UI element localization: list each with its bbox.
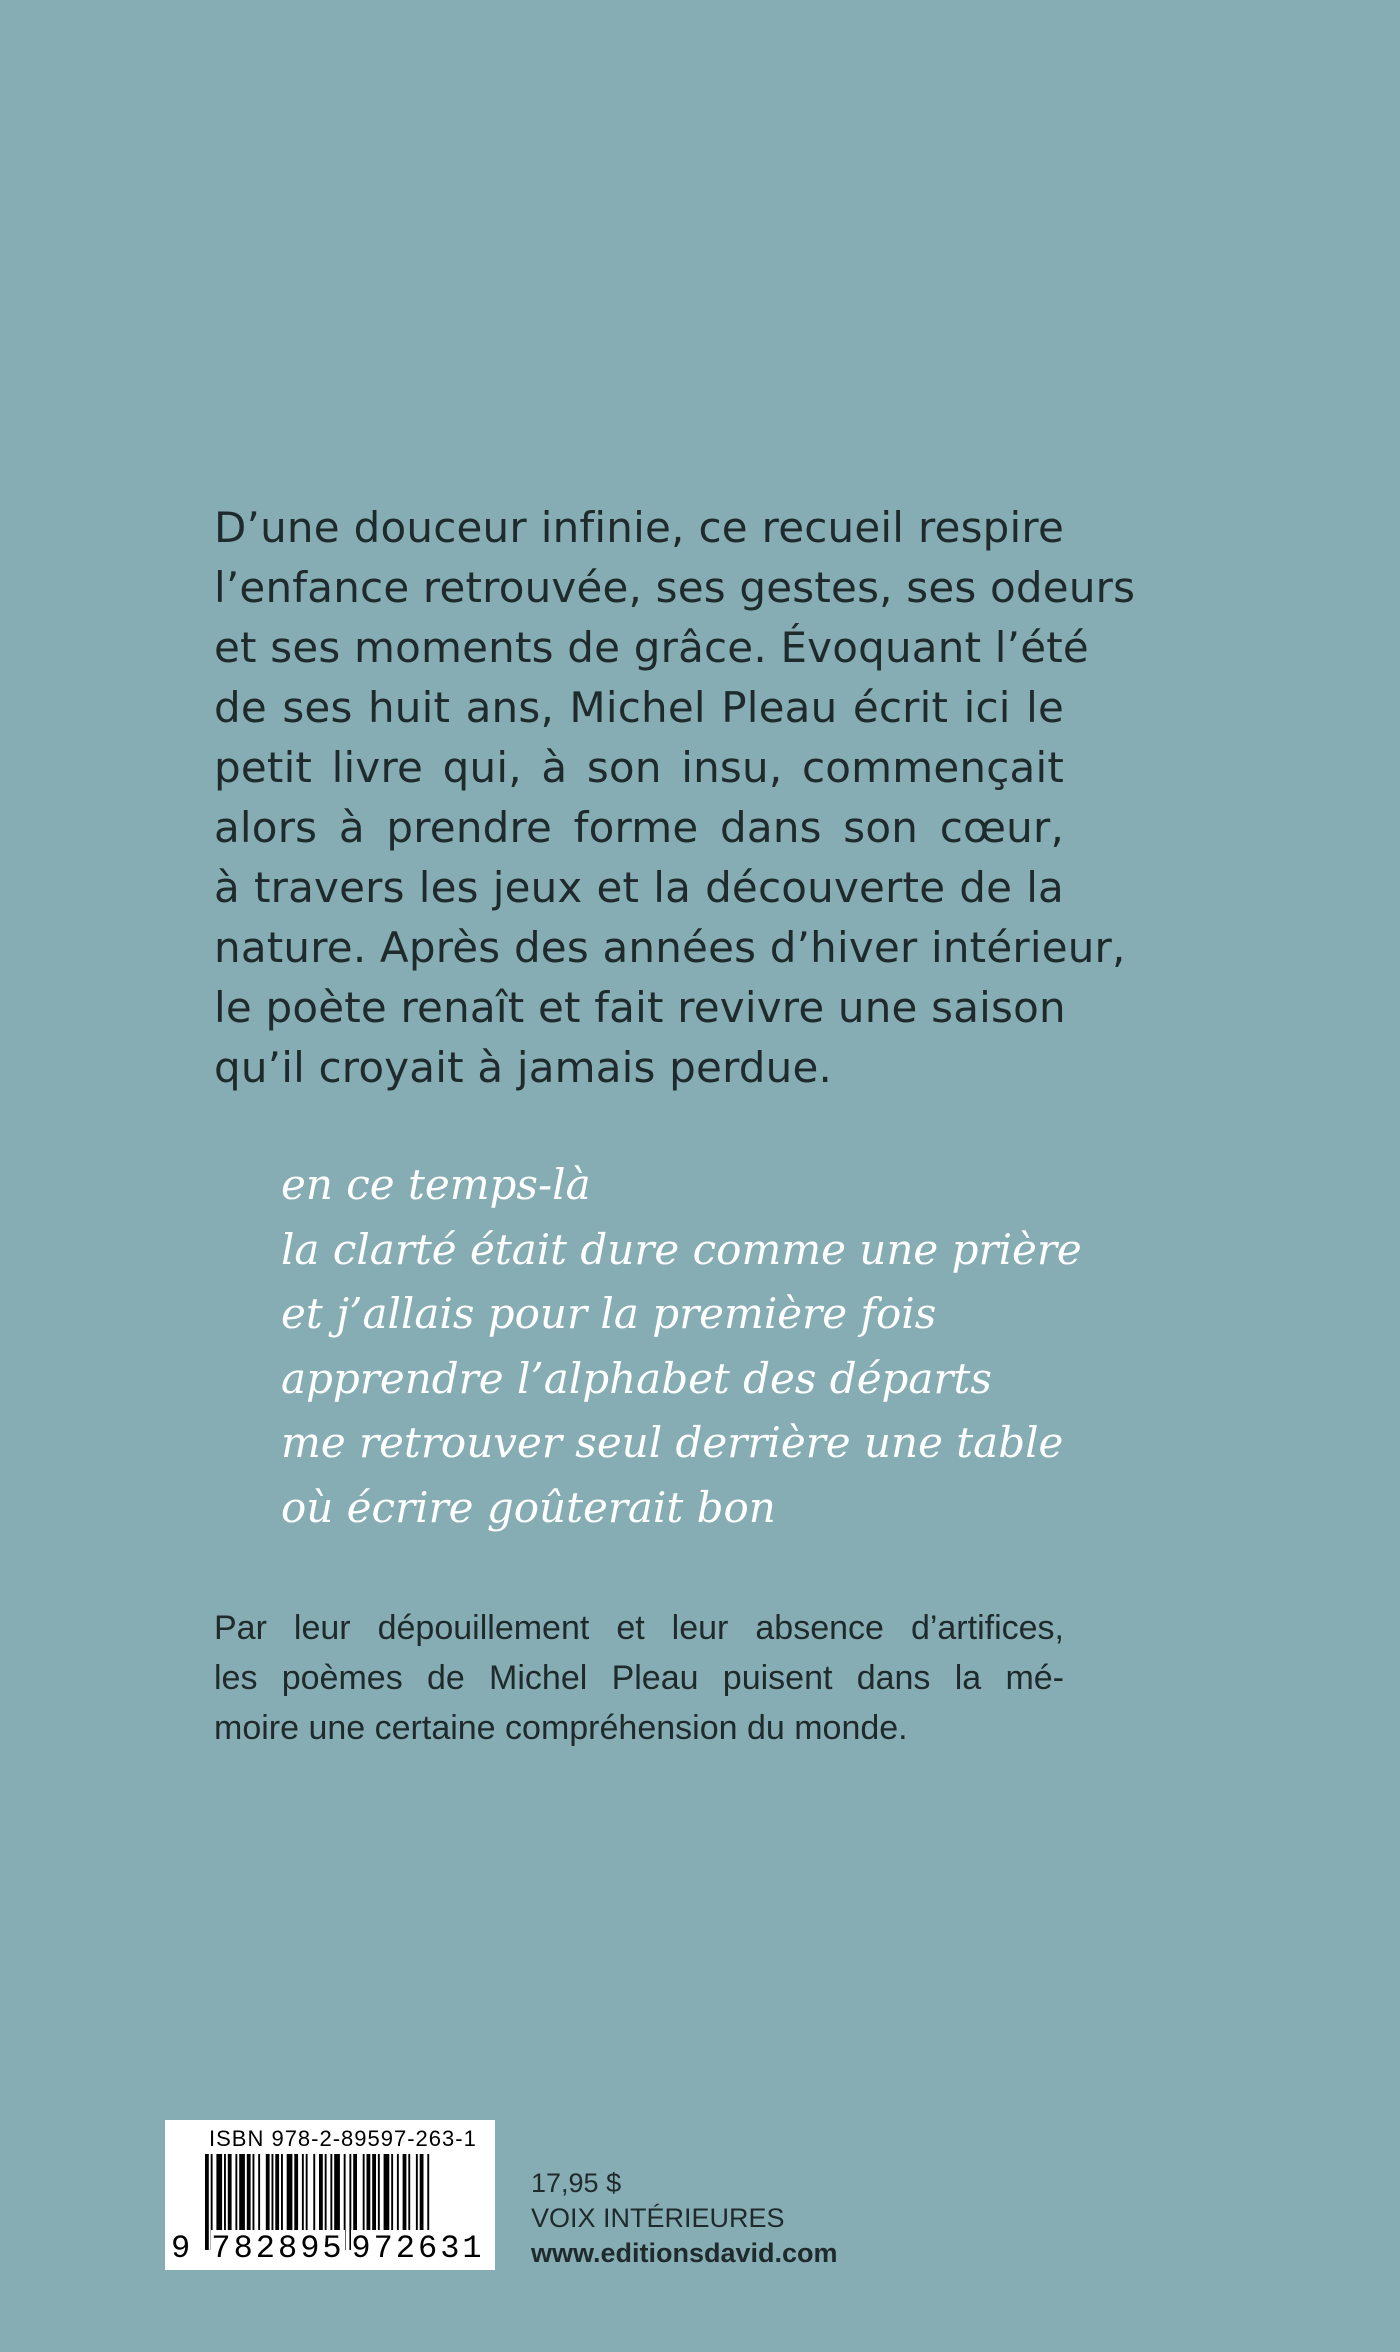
blurb-line: de ses huit ans, Michel Pleau écrit ici le (214, 683, 1064, 732)
ean-first-digit: 9 (171, 2230, 191, 2267)
blurb-line: nature. Après des années d’hiver intérieur, (214, 923, 1126, 972)
blurb-line: l’enfance retrouvée, ses gestes, ses odeurs (214, 563, 1136, 612)
isbn-barcode (165, 2120, 495, 2270)
poem-verse: où écrire goûterait bon (281, 1482, 776, 1532)
poem-verse: et j’allais pour la première fois (281, 1289, 937, 1338)
blurb-line: qu’il croyait à jamais perdue. (214, 1043, 833, 1092)
blurb-line: le poète renaît et fait revivre une saison (214, 983, 1066, 1032)
back-cover-blurb (214, 498, 1136, 1098)
publisher-info (531, 2166, 838, 2271)
poem-verse: en ce temps-là (281, 1160, 591, 1209)
collection-name: VOIX INTÉRIEURES (531, 2203, 785, 2233)
poem-verse: apprendre l’alphabet des départs (281, 1353, 992, 1403)
isbn-number: ISBN 978-2-89597-263-1 (209, 2126, 477, 2151)
price: 17,95 $ (531, 2168, 622, 2198)
ean-left-digits: 782895 (211, 2230, 345, 2267)
note-line: moire une certaine compréhension du monde. (214, 1709, 908, 1747)
publisher-website: www.editionsdavid.com (531, 2238, 838, 2268)
blurb-line: D’une douceur infinie, ce recueil respire (214, 503, 1064, 552)
blurb-line: et ses moments de grâce. Évoquant l’été (214, 623, 1089, 672)
note-line: Par leur dépouillement et leur absence d’artifices, (214, 1609, 1064, 1647)
poem-excerpt (281, 1153, 1082, 1540)
poem-verse: me retrouver seul derrière une table (281, 1418, 1064, 1467)
poem-verse: la clarté était dure comme une prière (281, 1224, 1082, 1274)
critical-note (214, 1603, 1064, 1753)
note-line: les poèmes de Michel Pleau puisent dans la mé- (214, 1659, 1064, 1697)
blurb-line: à travers les jeux et la découverte de la (214, 863, 1064, 912)
ean-right-digits: 972631 (351, 2230, 485, 2267)
blurb-line: petit livre qui, à son insu, commençait (214, 743, 1064, 792)
blurb-line: alors à prendre forme dans son cœur, (214, 803, 1064, 852)
ean-digits (171, 2230, 489, 2268)
